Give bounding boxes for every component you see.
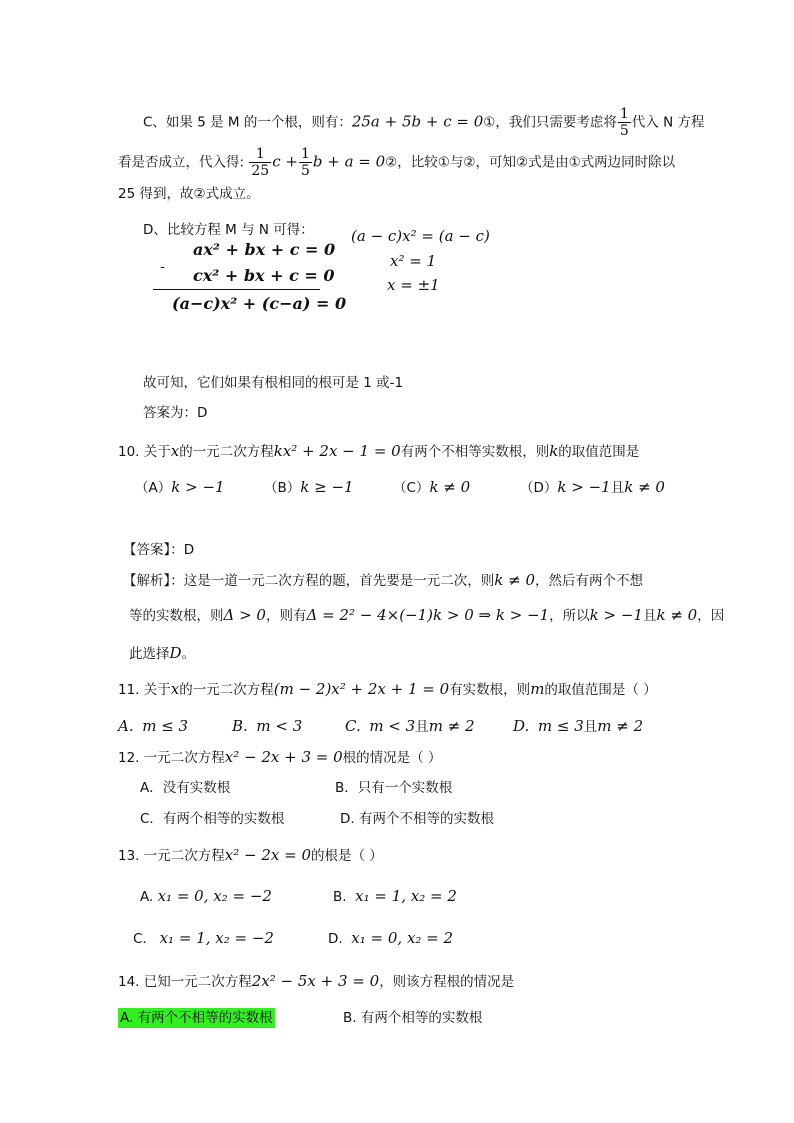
- sec-d-eq3: (a−c)x² + (c−a) = 0: [172, 294, 347, 313]
- q10-explanation-1: 【解析】：这是一道一元二次方程的题，首先要是一元二次，则k ≠ 0，然后有两个不想: [123, 571, 643, 589]
- sec-d-rule: [153, 289, 320, 290]
- q14-option-a-highlighted: A. 有两个不相等的实数根: [120, 1010, 273, 1026]
- q14-stem: 14. 已知一元二次方程2x² − 5x + 3 = 0，则该方程根的情况是: [118, 972, 515, 990]
- q10-option-b: （B）k ≥ −1: [264, 478, 354, 496]
- q11-option-d: D. m ≤ 3且m ≠ 2: [513, 717, 644, 735]
- q11-stem: 11. 关于x的一元二次方程(m − 2)x² + 2x + 1 = 0有实数根，则m的取值范围是（ ）: [118, 680, 657, 698]
- q12-option-c: C．有两个相等的实数根: [140, 811, 285, 827]
- q14-option-b: B. 有两个相等的实数根: [343, 1010, 483, 1026]
- q13-option-d: D. x₁ = 0, x₂ = 2: [328, 929, 454, 947]
- q11-option-a: A. m ≤ 3: [118, 717, 189, 735]
- sec-d-r2: x² = 1: [390, 252, 437, 270]
- q12-option-b: B．只有一个实数根: [335, 780, 453, 796]
- sec-c-eq1: 25a + 5b + c = 0: [351, 112, 484, 131]
- sec-d-eq2: cx² + bx + c = 0: [193, 266, 335, 285]
- sec-d-eq1: ax² + bx + c = 0: [193, 240, 336, 259]
- sec-d-r3: x = ±1: [387, 276, 440, 294]
- q11-option-c: C. m < 3且m ≠ 2: [345, 717, 475, 735]
- sec-d-label: D、比较方程 M 与 N 可得：: [143, 222, 314, 238]
- fraction: $\frac{1}{25}$: [251, 146, 270, 179]
- sec-d-r1: (a − c)x² = (a − c): [351, 227, 490, 245]
- sec-c-line3: 25 得到，故②式成立。: [118, 186, 260, 202]
- fraction: $\frac{1}{5}$: [619, 106, 629, 139]
- q11-option-b: B. m < 3: [232, 717, 303, 735]
- q10-option-d: （D）k > −1且k ≠ 0: [520, 478, 665, 496]
- q13-option-c: C. x₁ = 1, x₂ = −2: [133, 929, 274, 947]
- q13-option-a: A. x₁ = 0, x₂ = −2: [140, 887, 272, 905]
- sec-d-minus: -: [160, 259, 165, 275]
- q12-option-d: D. 有两个不相等的实数根: [340, 811, 494, 827]
- q10-explanation-3: 此选择D。: [129, 644, 196, 662]
- q10-option-a: （A）k > −1: [135, 478, 225, 496]
- q10-stem: 10. 关于x的一元二次方程kx² + 2x − 1 = 0有两个不相等实数根，则k的取值范围是: [118, 442, 640, 460]
- sec-c-line2: 看是否成立，代入得: $\frac{1}{25}$ c + $\frac{1}{5}$ b + a = 0②，比较①与②，可知②式是由①式两边同时除以: [118, 146, 676, 179]
- sec-d-answer: 答案为：D: [143, 405, 208, 421]
- q10-answer: 【答案】：D: [123, 542, 195, 558]
- q13-stem: 13. 一元二次方程x² − 2x = 0的根是（ ）: [118, 846, 383, 864]
- q12-stem: 12. 一元二次方程x² − 2x + 3 = 0根的情况是（ ）: [118, 748, 442, 766]
- q12-option-a: A．没有实数根: [140, 780, 231, 796]
- fraction: $\frac{1}{5}$: [300, 146, 310, 179]
- q10-option-c: （C）k ≠ 0: [393, 478, 471, 496]
- sec-c-line1: C、如果 5 是 M 的一个根，则有：25a + 5b + c = 0①，我们只需要考虑将 $\frac{1}{5}$ 代入 N 方程: [143, 106, 705, 139]
- q10-explanation-2: 等的实数根，则Δ > 0，则有Δ = 2² − 4×(−1)k > 0 ⇒ k > −1，所以k > −1且k ≠ 0，因: [129, 606, 725, 624]
- sec-d-conclusion: 故可知，它们如果有根相同的根可是 1 或-1: [143, 375, 404, 391]
- q13-option-b: B. x₁ = 1, x₂ = 2: [333, 887, 457, 905]
